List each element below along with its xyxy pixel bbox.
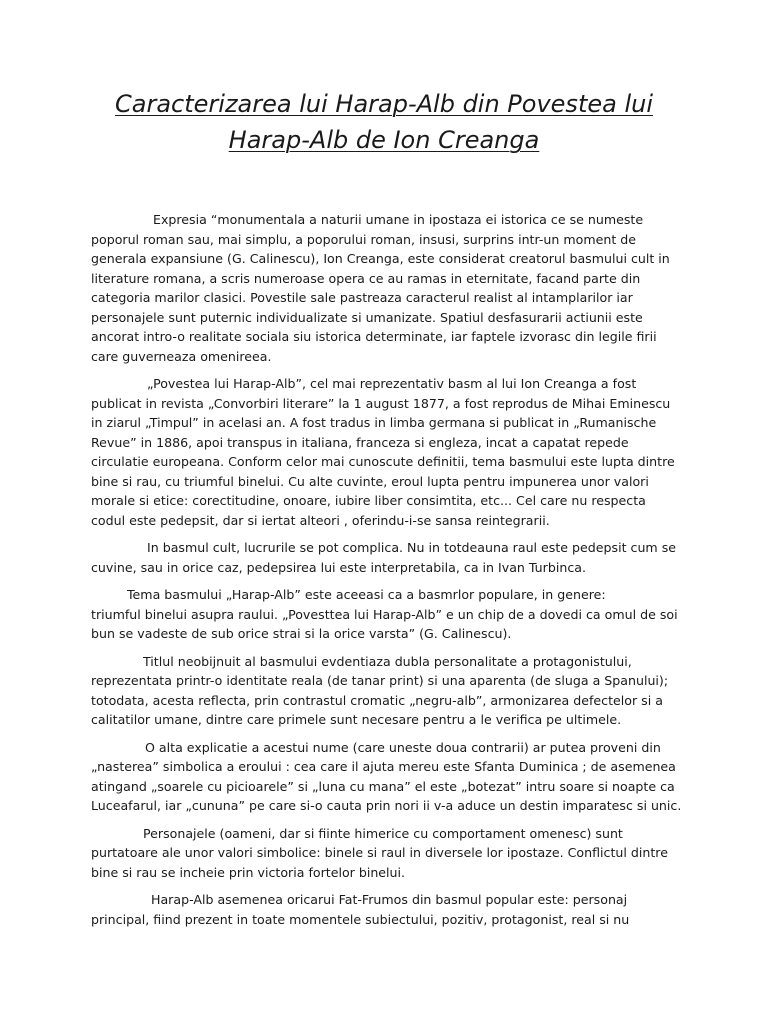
title-line-1: Caracterizarea lui Harap-Alb din Povestea lui xyxy=(115,90,653,118)
paragraph-2 xyxy=(91,374,691,530)
text-line: reprezentata printr-o identitate reala (de tanar print) si una aparenta (de sluga a Spanului); xyxy=(91,673,669,688)
text-line: ancorat intro-o realitate sociala siu istorica determinate, iar faptele izvorasc din legile firii xyxy=(91,329,657,344)
text-line: „Povestea lui Harap-Alb”, cel mai reprezentativ basm al lui Ion Creanga a fost xyxy=(147,376,637,391)
text-line: purtatoare ale unor valori simbolice: binele si raul in diversele lor ipostaze. Conflictul dintre xyxy=(91,845,668,860)
text-line: categoria marilor clasici. Povestile sale pastreaza caracterul realist al intamplarilor iar xyxy=(91,290,633,305)
text-line: „nasterea” simbolica a eroului : cea care il ajuta mereu este Sfanta Duminica ; de asemenea xyxy=(91,759,676,774)
text-line: codul este pedepsit, dar si iertat alteori , oferindu-i-se sansa reintegrarii. xyxy=(91,512,550,528)
text-line: Titlul neobijnuit al basmului evdentiaza dubla personalitate a protagonistului, xyxy=(143,653,632,669)
paragraph-8 xyxy=(91,890,691,929)
paragraph-5 xyxy=(91,652,691,730)
paragraph-7 xyxy=(91,824,691,883)
text-line: bine si rau, cu triumful binelui. Cu alte cuvinte, eroul lupta pentru impunerea unor valori xyxy=(91,473,649,489)
text-line: poporul roman sau, mai simplu, a poporului roman, insusi, surprins intr-un moment de xyxy=(91,231,637,247)
text-line: principal, fiind prezent in toate momentele subiectului, pozitiv, protagonist, real si nu xyxy=(91,911,630,927)
text-line: bun se vadeste de sub orice strai si la orice varsta” (G. Calinescu). xyxy=(91,626,512,641)
text-line: O alta explicatie a acestui nume (care uneste doua contrarii) ar putea proveni din xyxy=(145,739,661,755)
text-line: morale si etice: corectitudine, onoare, iubire liber consimtita, etc... Cel care nu respecta xyxy=(91,493,646,508)
paragraph-6 xyxy=(91,738,691,816)
document-body xyxy=(91,210,691,937)
text-line: Harap-Alb asemenea oricarui Fat-Frumos din basmul popular este: personaj xyxy=(151,892,628,907)
text-line: care guverneaza omenireea. xyxy=(91,348,272,364)
text-line: totodata, acesta reflecta, prin contrastul cromatic „negru-alb”, armonizarea defectelor si a xyxy=(91,692,663,708)
paragraph-3 xyxy=(91,538,691,577)
text-line: bine si rau se incheie prin victoria fortelor binelui. xyxy=(91,864,406,880)
text-line: Revue” in 1886, apoi transpus in italiana, franceza si engleza, incat a capatat repede xyxy=(91,434,629,450)
text-line: generala expansiune (G. Calinescu), Ion Creanga, este considerat creatorul basmului cult in xyxy=(91,251,670,266)
text-line: Personajele (oameni, dar si fiinte himerice cu comportament omenesc) sunt xyxy=(143,825,623,841)
text-line: In basmul cult, lucrurile se pot complica. Nu in totdeauna raul este pedepsit cum se xyxy=(147,540,677,555)
paragraph-4 xyxy=(91,585,691,644)
text-line: Tema basmului „Harap-Alb” este aceeasi ca a basmrlor populare, in genere: xyxy=(127,587,606,602)
text-line: cuvine, sau in orice caz, pedepsirea lui este interpretabila, ca in Ivan Turbinca. xyxy=(91,559,586,575)
text-line: in ziarul „Timpul” in acelasi an. A fost tradus in limba germana si publicat in „Rumanische xyxy=(91,415,657,430)
text-line: circulatie europeana. Conform celor mai cunoscute definitii, tema basmului este lupta dintre xyxy=(91,454,675,469)
text-line: calitatilor umane, dintre care primele sunt necesare pentru a le verifica pe ultimele. xyxy=(91,712,622,727)
text-line: personajele sunt puternic individualizate si umanizate. Spatiul desfasurarii actiunii este xyxy=(91,309,643,325)
text-line: Expresia “monumentala a naturii umane in ipostaza ei istorica ce se numeste xyxy=(153,212,644,227)
text-line: triumful binelui asupra raului. „Povesttea lui Harap-Alb” e un chip de a dovedi ca omul de soi xyxy=(91,606,678,622)
text-line: atingand „soarele cu picioarele” si „luna cu mana” el este „botezat” intru soare si noapte ca xyxy=(91,778,675,794)
text-line: literature romana, a scris numeroase opera ce au ramas in eternitate, facand parte din xyxy=(91,270,641,286)
document-title xyxy=(60,86,708,158)
text-line: publicat in revista „Convorbiri literare” la 1 august 1877, a fost reprodus de Mihai Eminescu xyxy=(91,395,671,411)
paragraph-1 xyxy=(91,210,691,366)
title-line-2: Harap-Alb de Ion Creanga xyxy=(228,126,540,154)
text-line: Luceafarul, iar „cununa” pe care si-o cauta prin nori ii v-a aduce un destin imparatesc si unic. xyxy=(91,798,682,813)
